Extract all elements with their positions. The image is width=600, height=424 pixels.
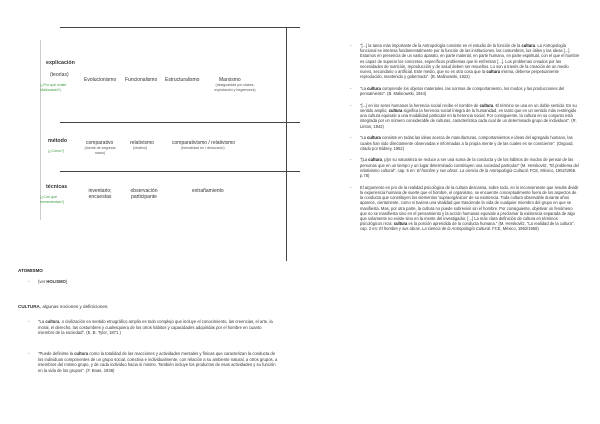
bullet-dash: - — [350, 85, 352, 91]
para-pre: El argumento en pro de la realidad psicológica de la cultura descansa, sobre todo, en lo inconveniente que resulte dividir la experiencia humana de suerte que el hombre, el organismo, se encuentre conceptualmente fuera de los aspectos de la conducta que constituyen los elementos 'supraorgánicos' de su existencia. Toda cultura observable durante años aparece, ciertamente, como si tuviera una vitalidad que trasciende la vida de cualquier miembro del grupo en que se manifiesta. Mas, por otra parte, la cultura no puede sobrevivir sin el hombre. Por consiguiente, objetivar un fenómeno que no se manifiesta sino en el pensamiento y la acción humanas equivale a proclamar la existencia separada de algo que solamente no existe sino en la mente del investigador. — [360, 184, 579, 221]
cell-comparativismo-relativismo: comparativismo / relativismo — [172, 140, 236, 146]
atomismo-item-pre: (ver — [38, 279, 47, 284]
row-title-tecnicas: técnicas — [46, 184, 68, 190]
bullet-dash: - — [350, 135, 352, 141]
row-sub-explicacion: (teorías) — [50, 72, 69, 78]
cell-estructuralismo: Estructuralismo — [165, 77, 200, 83]
bullet-dash: - — [350, 184, 352, 190]
grid-rule-1 — [60, 122, 300, 123]
grid-axis — [286, 27, 287, 261]
para-pre: "[...] la tarea más importante de la Antropología consiste en el estudio de la función de la — [360, 43, 522, 48]
quote-linton-1942 — [350, 102, 580, 129]
para-post-2: significa la herencia social íntegra de la humanidad, en tanto que en un sentido más restringido una cultura equivale a una modalidad particular en la herencia social. Por consiguiente, la cultura en su conjunto está integrada por un número considerable de culturas, característica cada cual de un determinado grupo de individuos". (R. Linton, 1942) — [360, 108, 577, 129]
quote-bold: cultura — [45, 319, 60, 324]
row-note-metodo: (¿Cómo?) — [48, 149, 65, 153]
grid-top-rule — [60, 27, 300, 28]
quote-pre: "La — [38, 319, 46, 324]
row-title-metodo: método — [48, 138, 68, 144]
atomismo-item-post: ) — [65, 279, 68, 284]
para-bold: cultura — [393, 221, 408, 227]
para-post: . La Antropología funcional se interesa fundamentalmente por la función de las instituciones, las costumbres, los útiles y las ideas [...]. Estamos en presencia de un vasto aparato, en parte material, en parte humano, en parte espiritual, con el que el hombre es capaz de superar los concretos, específicos problemas que le enfrentan [...]. Los problemas creados por las necesidades de nutrición, reproducción y de salud deben ser resueltos. Lo son a través de la creación de un medio nuevo, secundario o artificial. Este medio, que no es otra cosa que la — [360, 43, 580, 75]
quote-pre: "Puede definirse la — [38, 351, 75, 356]
para-post-2: . FCE, México, 1952/1968. p.78) — [360, 167, 577, 179]
para-post: comprende los objetos materiales, las normas de comportamiento, los modos y las producciones del pensamiento". (B. Malinowski, 1944) — [360, 85, 565, 97]
para-pre: "La — [360, 135, 368, 141]
cell-funcionalismo: Funcionalismo — [125, 77, 158, 83]
cell-comparativo: comparativo — [86, 140, 114, 146]
cell-encuestas: encuestas — [88, 194, 112, 200]
para-pre: "[La — [360, 157, 369, 163]
cell-marxismo: Marxismo — [219, 77, 241, 83]
atomismo-item — [28, 279, 238, 285]
cultura-heading: CULTURA — [18, 304, 40, 309]
cell-comparativismo-relativismo-note: (formalidad en / deducción) — [181, 146, 225, 150]
para-bold: cultura — [367, 135, 381, 141]
para-bold: cultura — [479, 102, 494, 108]
right-column — [350, 43, 580, 238]
cell-extranamiento: extrañamiento — [192, 188, 224, 194]
para-post: , p]or su naturaleza se reduce a ser una suma de la conducta y de los hábitos de modos de pensar de las personas que en un tiempo y un lugar determinado constituyen una sociedad particular" (M. Herskovitz, "El problema del relativismo cultural", cap. 5 en: — [360, 157, 579, 173]
para-post: [...] La más clara definición de cultura en términos psicológicos reza: — [360, 215, 558, 227]
para-post-3: . FCE, México, 1952/1968) — [490, 226, 539, 232]
atomismo-heading: ATOMISMO — [18, 268, 43, 273]
bullet-dash: - — [350, 43, 352, 48]
cell-marxismo-note: (desigualdad por clases, explotación y hegemonía) — [214, 83, 256, 92]
para-italic: El hombre y sus obras. La ciencia de la Antropología Cultural — [416, 167, 528, 173]
para-bold: cultura — [368, 157, 382, 163]
para-bold: cultura — [521, 43, 536, 48]
cell-participante: participante — [131, 194, 157, 200]
para-bold-2: cultura — [486, 69, 500, 75]
cell-evolucionismo: Evolucionismo — [84, 77, 117, 83]
quote-bold: cultura — [74, 351, 89, 356]
bullet-dash: - — [28, 319, 30, 324]
para-post: . El término se usa en un doble sentido. En su sentido amplio, — [360, 102, 577, 114]
quote-osgood — [350, 135, 580, 151]
para-pre: "[...] en los seres humanos la herencia social recibe el nombre de — [360, 102, 480, 108]
cell-comparativo-note: (fuente de segunda mano) — [84, 146, 116, 155]
para-pre: "La — [360, 85, 368, 91]
row-note-explicacion: (¿Por qué existe Malinowski?) — [40, 83, 67, 92]
para-bold: cultura — [367, 85, 381, 91]
para-post: consiste en todas las ideas acerca de manufacturas, comportamientos e ideas del agregado humano, las cuales han sido directamente observadas e informadas a la propia mente y de las cuales es se consciente". (Osgood, citado por Bidney, 1952) — [360, 135, 574, 151]
para-italic: El hombre y sus obras. La ciencia de la Antropología Cultural — [379, 226, 491, 232]
cell-relativismo: relativismo — [130, 140, 154, 146]
cultura-quote-boas — [28, 351, 278, 373]
row-title-explicacion: explicación — [46, 60, 75, 66]
bullet-dash: - — [28, 279, 30, 284]
quote-post: como la totalidad de las reacciones y actividades mentales y físicas que caracterizan la conducta de los individuos componentes de un grupo social, colectiva e individualmente, con relación a su ambiente natural, a otros grupos, a miembros del mismo grupo, y de cada individuo hacia sí mismo. También incluye los productos de esas actividades y su función en la vida de los grupos". (F. Boas, 1938) — [38, 351, 278, 373]
bullet-dash: - — [28, 351, 30, 356]
para-post-2: es la porción aprendida de la conducta humana." (M. Herskovitz, "La realidad de la cultura", cap. 2 en: — [360, 221, 575, 232]
quote-herskovitz-realidad — [350, 184, 580, 232]
quote-herskovitz-relativismo — [350, 157, 580, 179]
quote-post: , o civilización en sentido etnográfico amplio es todo complejo que incluye el conocimiento, las creencias, el arte, la moral, el derecho, las costumbres y cualesquiera de los otros hábitos y capacidades adquiridas por el hombre en cuanto miembro de la sociedad". (E. B. Tylor, 1871 ) — [38, 319, 273, 336]
cultura-quote-tylor — [28, 319, 278, 336]
atomismo-item-holismo: HOLISMO — [46, 279, 66, 284]
cultura-heading-rest: , algunas nociones y definiciones. — [39, 304, 109, 309]
cell-observacion: observación — [130, 188, 158, 194]
quote-malinowski-1944 — [350, 85, 580, 97]
cell-relativismo-note: (relativo) — [133, 146, 147, 150]
cultura-heading-line — [18, 304, 298, 310]
grid-rule-2 — [60, 171, 300, 172]
bullet-dash: - — [350, 102, 352, 108]
quote-malinowski-1922 — [350, 43, 580, 80]
cell-inventario: inventario; — [88, 188, 112, 194]
bullet-dash: - — [350, 157, 352, 163]
para-post-2: misma, deberse perpetuamente reproducido, mantenido y gobernado". (B. Malinowski, 1922) — [360, 69, 559, 80]
para-bold-2: cultura — [388, 108, 403, 114]
grid-left-edge — [40, 40, 41, 220]
row-note-tecnicas: (¿Con qué herramientas?) — [40, 195, 65, 204]
